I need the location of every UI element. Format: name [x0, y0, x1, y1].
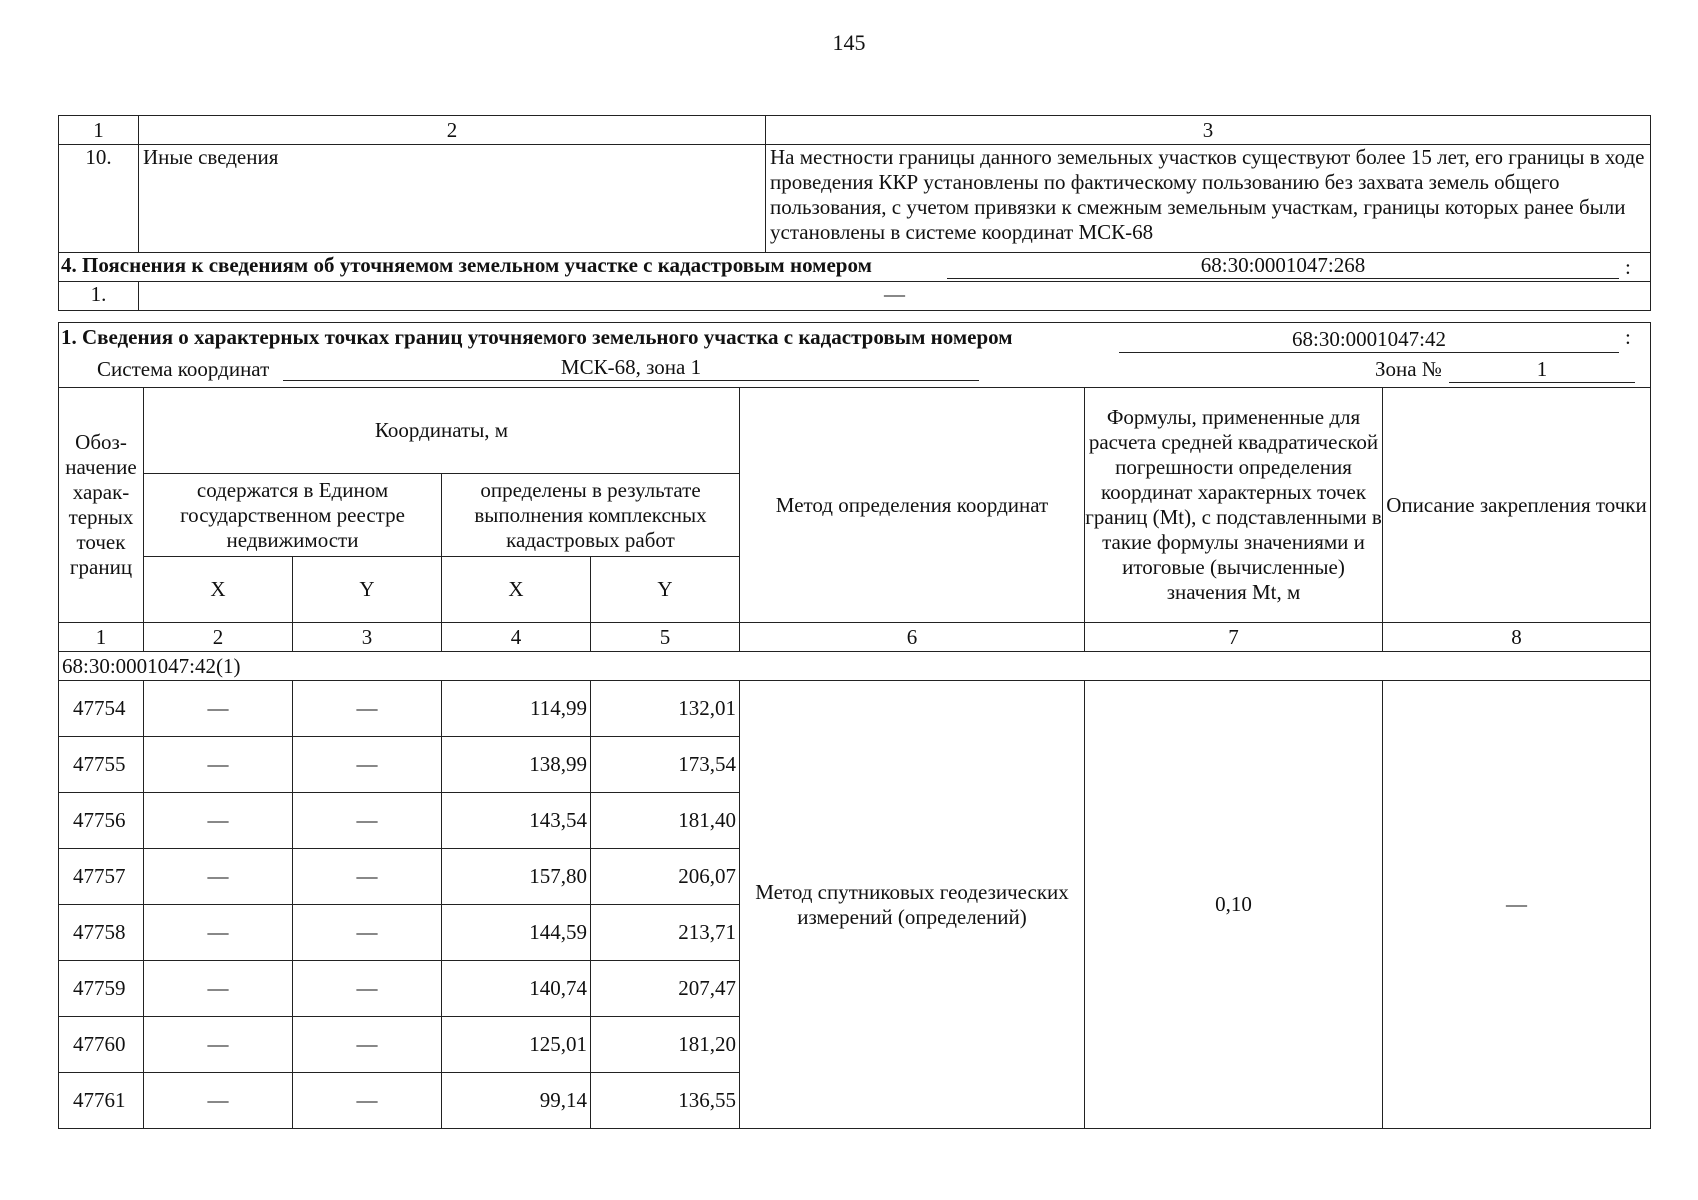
other-info-table [58, 115, 1651, 311]
x-kkr: 140,74 [442, 961, 591, 1017]
y-egrn: — [293, 1017, 442, 1073]
header-method: Метод определения координат [740, 388, 1085, 623]
x-egrn: — [144, 1017, 293, 1073]
other-info-text: На местности границы данного земельных участков существуют более 15 лет, его границы в ходе проведения ККР установлены по фактическому пользованию без захвата земель общего пользования, с учетом привязки к смежным земельным участкам, границы которых ранее были установлены в системе координат МСК-68 [766, 145, 1651, 253]
section-1-colon: : [1625, 325, 1631, 349]
method-value: Метод спутниковых геодезических измерений (определений) [740, 681, 1085, 1129]
column-number: 2 [144, 623, 293, 652]
x-kkr: 157,80 [442, 849, 591, 905]
column-header-3: 3 [766, 116, 1651, 145]
x-egrn: — [144, 737, 293, 793]
column-number: 6 [740, 623, 1085, 652]
column-number: 8 [1383, 623, 1651, 652]
y-egrn: — [293, 793, 442, 849]
section-1-title: 1. Сведения о характерных точках границ уточняемого земельного участка с кадастровым номером [61, 325, 1013, 349]
point-id: 47760 [59, 1017, 144, 1073]
coord-system-value: МСК-68, зона 1 [283, 355, 979, 381]
point-id: 47755 [59, 737, 144, 793]
column-number: 7 [1085, 623, 1383, 652]
header-kkr: определены в результате выполнения комплексных кадастровых работ [442, 474, 740, 556]
header-y-kkr: Y [591, 556, 740, 622]
x-kkr: 144,59 [442, 905, 591, 961]
section-4-cadastral-number: 68:30:0001047:268 [947, 253, 1619, 279]
row-value: — [139, 282, 1651, 311]
header-egrn: содержатся в Едином государственном реестре недвижимости [144, 474, 442, 556]
row-label: Иные сведения [139, 145, 766, 253]
x-egrn: — [144, 681, 293, 737]
point-id: 47758 [59, 905, 144, 961]
x-kkr: 125,01 [442, 1017, 591, 1073]
x-egrn: — [144, 905, 293, 961]
header-x-egrn: X [144, 556, 293, 622]
point-id: 47754 [59, 681, 144, 737]
x-kkr: 99,14 [442, 1073, 591, 1129]
header-designation: Обоз-начение харак-терных точек границ [59, 388, 144, 623]
point-id: 47756 [59, 793, 144, 849]
point-id: 47761 [59, 1073, 144, 1129]
point-id: 47757 [59, 849, 144, 905]
y-kkr: 181,20 [591, 1017, 740, 1073]
column-number: 3 [293, 623, 442, 652]
x-kkr: 114,99 [442, 681, 591, 737]
page-number: 145 [832, 30, 866, 55]
y-egrn: — [293, 961, 442, 1017]
section-1-header [59, 323, 1651, 388]
header-formulas: Формулы, примененные для расчета средней квадратической погрешности определения координат характерных точек границ (Mt), с подставленными в такие формулы значениями и итоговые (вычисленные) значения Mt, м [1085, 388, 1383, 623]
column-number: 4 [442, 623, 591, 652]
x-egrn: — [144, 793, 293, 849]
description-value: — [1383, 681, 1651, 1129]
header-coordinates: Координаты, м [144, 388, 740, 474]
coord-system-label: Система координат [97, 357, 270, 381]
section-4-colon: : [1625, 255, 1631, 279]
section-1-cadastral-number: 68:30:0001047:42 [1119, 327, 1619, 353]
y-kkr: 136,55 [591, 1073, 740, 1129]
row-number: 1. [59, 282, 139, 311]
section-4-title: 4. Пояснения к сведениям об уточняемом земельном участке с кадастровым номером [61, 253, 872, 277]
header-description: Описание закрепления точки [1383, 388, 1651, 623]
header-y-egrn: Y [293, 556, 442, 622]
y-kkr: 207,47 [591, 961, 740, 1017]
column-number: 5 [591, 623, 740, 652]
mt-value: 0,10 [1085, 681, 1383, 1129]
y-kkr: 206,07 [591, 849, 740, 905]
x-egrn: — [144, 849, 293, 905]
column-number: 1 [59, 623, 144, 652]
y-egrn: — [293, 905, 442, 961]
parcel-id: 68:30:0001047:42(1) [59, 652, 1651, 681]
y-egrn: — [293, 849, 442, 905]
row-number: 10. [59, 145, 139, 253]
x-kkr: 143,54 [442, 793, 591, 849]
y-egrn: — [293, 681, 442, 737]
section-4-row [59, 253, 1651, 282]
y-egrn: — [293, 737, 442, 793]
y-egrn: — [293, 1073, 442, 1129]
y-kkr: 181,40 [591, 793, 740, 849]
x-egrn: — [144, 1073, 293, 1129]
x-kkr: 138,99 [442, 737, 591, 793]
boundary-points-table [58, 322, 1651, 1129]
y-kkr: 173,54 [591, 737, 740, 793]
header-x-kkr: X [442, 556, 591, 622]
y-kkr: 132,01 [591, 681, 740, 737]
x-egrn: — [144, 961, 293, 1017]
column-header-1: 1 [59, 116, 139, 145]
y-kkr: 213,71 [591, 905, 740, 961]
zone-label: Зона № [1375, 357, 1442, 381]
point-id: 47759 [59, 961, 144, 1017]
zone-value: 1 [1449, 357, 1635, 383]
column-header-2: 2 [139, 116, 766, 145]
